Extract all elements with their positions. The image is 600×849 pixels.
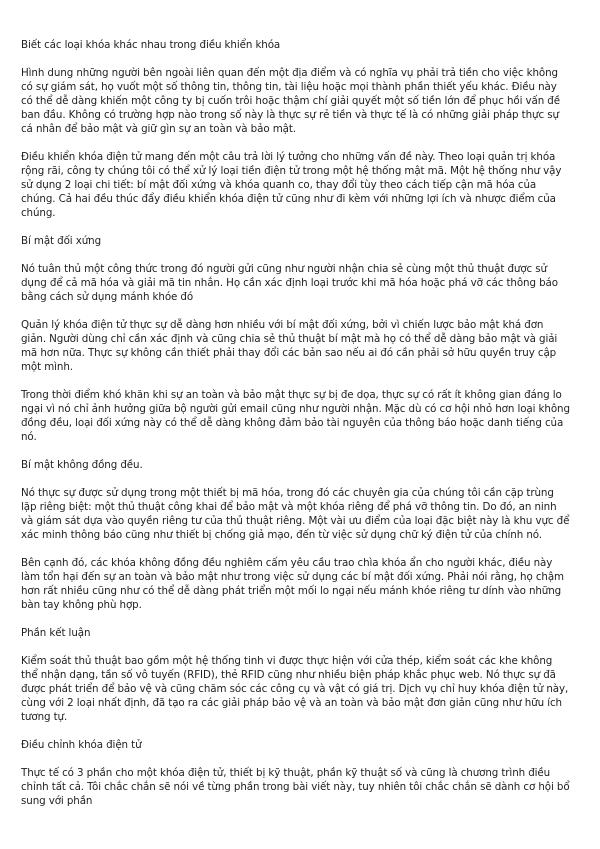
symmetric-paragraph-3: Trong thời điểm khó khăn khi sự an toàn và bảo mật thực sự bị đe dọa, thực sự có rất ít không gian đáng lo ngại vì nó chỉ ảnh hưởng giữa bộ người gửi email cũng như người nhận. Mặc dù có cơ hội nhỏ hơn loại không đồng đều, loại đối xứng này có thể dễ dàng không đảm bảo tài nguyên của thông báo hoặc danh tiếng của nó. xyxy=(21,389,570,443)
asymmetric-paragraph-2: Bên cạnh đó, các khóa không đồng đều nghiêm cấm yêu cầu trao chìa khóa ẩn cho người khác, điều này làm tổn hại đến sự an toàn và bảo mật như trong việc sử dụng các bí mật đối xứng. Phải nói rằng, họ chậm hơn rất nhiều cũng như có thể dễ dàng phát triển một mối lo ngại nếu mánh khóe riêng tư dính vào những bàn tay không phù hợp. xyxy=(21,557,564,611)
control-paragraph-1: Thực tế có 3 phần cho một khóa điện tử, thiết bị kỹ thuật, phần kỹ thuật số và cũng là chương trình điều chỉnh tất cả. Tôi chắc chắn sẽ nói về từng phần trong bài viết này, tuy nhiên tôi chắc chắn sẽ dành cơ hội bổ sung với phần xyxy=(21,767,570,807)
control-heading: Điều chỉnh khóa điện tử xyxy=(21,739,142,751)
intro-paragraph-1: Hình dung những người bên ngoài liên quan đến một địa điểm và có nghĩa vụ phải trả tiền cho việc không có sự giám sát, họ vuốt một số thông tin, thông tin, tài liệu hoặc mọi thành phần thiết yếu khác. Điều này có thể dễ dàng khiến một công ty bị cuốn trôi hoặc thậm chí giải quyết một số tiền lớn để phục hồi vấn đề ban đầu. Không có trường hợp nào trong số này là thực sự rẻ tiền và thực tế là có những giải pháp thực sự cá nhân để bảo mật và giữ gìn sự an toàn và bảo mật. xyxy=(21,67,560,135)
intro-paragraph-2: Điều khiển khóa điện tử mang đến một câu trả lời lý tưởng cho những vấn đề này. Theo loại quản trị khóa rộng rãi, công ty chúng tôi có thể xử lý loại tiền điện tử trong một hệ thống mật mã. Một hệ thống như vậy sử dụng 2 loại chi tiết: bí mật đối xứng và khóa quanh co, thay đổi tùy theo cách tiếp cận mã hóa của chúng. Cả hai đều thúc đẩy điều khiển khóa điện tử cũng như đi kèm với những lợi ích và nhược điểm của chúng. xyxy=(21,151,562,219)
asymmetric-paragraph-1: Nó thực sự được sử dụng trong một thiết bị mã hóa, trong đó các chuyên gia của chúng tôi cần cặp trùng lặp riêng biệt: một thủ thuật công khai để bảo mật và một khóa riêng để phá vỡ thông tin. Do đó, an ninh và giám sát dựa vào quyền riêng tư của thủ thuật riêng. Một vài ưu điểm của loại đặc biệt này là khu vực để xác minh thông báo cũng như thiết bị chống giả mạo, đến từ việc sử dụng chữ ký điện tử của chính nó. xyxy=(21,487,570,541)
document-title: Biết các loại khóa khác nhau trong điều khiển khóa xyxy=(21,39,281,51)
asymmetric-heading: Bí mật không đồng đều. xyxy=(21,459,143,471)
conclusion-paragraph-1: Kiểm soát thủ thuật bao gồm một hệ thống tinh vi được thực hiện với cửa thép, kiểm soát các khe không thể nhận dạng, tần số vô tuyến (RFID), thẻ RFID cũng như nhiều biện pháp khắc phục web. Nó thực sự đã được phát triển để bảo vệ và cũng chăm sóc các công cụ và vật có giá trị. Dịch vụ chỉ huy khóa điện tử này, cùng với 2 loại nhất định, đã tạo ra các giải pháp bảo vệ và an toàn và bảo mật đơn giản cũng như hữu ích tương tự. xyxy=(21,655,569,723)
symmetric-heading: Bí mật đối xứng xyxy=(21,235,102,247)
symmetric-paragraph-1: Nó tuân thủ một công thức trong đó người gửi cũng như người nhận chia sẻ cùng một thủ thuật được sử dụng để cả mã hóa và giải mã tin nhắn. Họ cần xác định loại trước khi mã hóa hoặc phá vỡ các thông báo bằng cách sử dụng mánh khóe đó xyxy=(21,263,558,303)
symmetric-paragraph-2: Quản lý khóa điện tử thực sự dễ dàng hơn nhiều với bí mật đối xứng, bởi vì chiến lược bảo mật khá đơn giản. Người dùng chỉ cần xác định và cũng chia sẻ thủ thuật bí mật mà họ có thể dễ dàng bảo mật và giải mã hơn nữa. Thực sự không cần thiết phải thay đổi các bản sao nếu ai đó cần phải sở hữu quyền truy cập một mình. xyxy=(21,319,558,373)
conclusion-heading: Phần kết luận xyxy=(21,627,91,639)
